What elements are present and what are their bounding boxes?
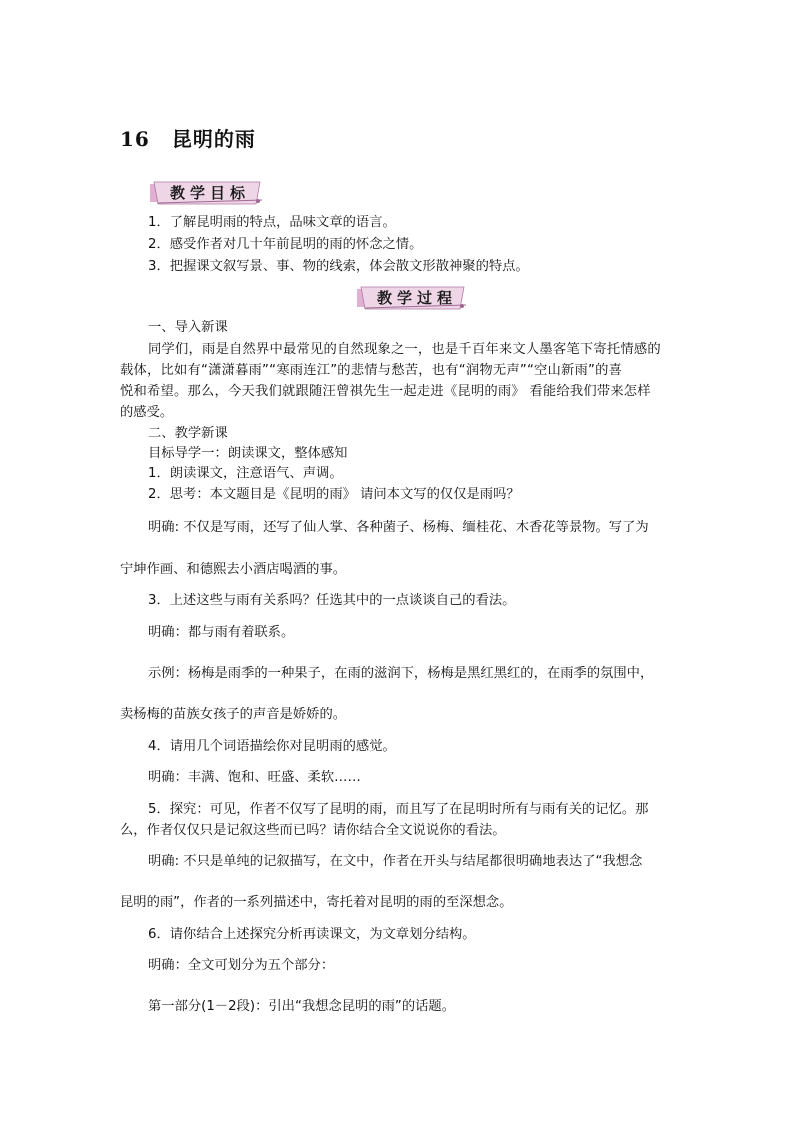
answer-4: 明确：丰满、饱和、旺盛、柔软……: [148, 770, 361, 785]
example-line-1: 示例：杨梅是雨季的一种果子，在雨的滋润下，杨梅是黑红黑红的，在雨季的氛围中，: [148, 666, 654, 681]
process-label: 教学过程: [377, 289, 458, 307]
goals-banner: [148, 180, 266, 206]
question-5-line-1: 5．探究：可见，作者不仅写了昆明的雨，而且写了在昆明时所有与雨有关的记忆。那: [148, 802, 649, 817]
intro-line-3: 悦和希望。那么，今天我们就跟随汪曾祺先生一起走进《昆明的雨》 看能给我们带来怎样: [120, 384, 651, 399]
intro-line-1: 同学们，雨是自然界中最常见的自然现象之一，也是千百年来文人墨客笔下寄托情感的: [148, 342, 661, 357]
question-3: 3．上述这些与雨有关系吗？任选其中的一点谈谈自己的看法。: [148, 593, 516, 608]
lesson-title-text: 昆明的雨: [171, 127, 256, 151]
question-1: 1．朗读课文，注意语气、声调。: [148, 466, 343, 481]
answer-3: 明确：都与雨有着联系。: [148, 625, 295, 640]
intro-line-2: 载体，比如有“潇潇暮雨”“寒雨连江”的悲情与愁苦，也有“润物无声”“空山新雨”的喜: [120, 363, 623, 378]
answer-2-line-2: 宁坤作画、和德熙去小酒店喝酒的事。: [120, 562, 347, 577]
intro-line-4: 的感受。: [120, 405, 174, 420]
example-line-2: 卖杨梅的苗族女孩子的声音是娇娇的。: [120, 707, 347, 722]
goal-3: 3．把握课文叙写景、事、物的线索，体会散文形散神聚的特点。: [148, 259, 529, 274]
process-banner: [355, 285, 470, 311]
answer-6: 明确：全文可划分为五个部分：: [148, 958, 335, 973]
question-5-line-2: 么，作者仅仅只是记叙这些而已吗？请你结合全文说说你的看法。: [120, 823, 506, 838]
goals-label: 教学目标: [170, 184, 251, 202]
goal-guide-1: 目标导学一：朗读课文，整体感知: [148, 446, 348, 461]
answer-2-line-1: 明确: 不仅是写雨，还写了仙人掌、各种菌子、杨梅、缅桂花、木香花等景物。写了为: [148, 520, 649, 535]
intro-heading: 一、导入新课: [148, 320, 228, 335]
goal-1: 1．了解昆明雨的特点，品味文章的语言。: [148, 215, 396, 230]
question-6: 6．请你结合上述探究分析再读课文，为文章划分结构。: [148, 927, 476, 942]
goal-2: 2．感受作者对几十年前昆明的雨的怀念之情。: [148, 237, 423, 252]
answer-5-line-1: 明确: 不只是单纯的记叙描写，在文中，作者在开头与结尾都很明确地表达了“我想念: [148, 854, 643, 869]
question-2: 2．思考：本文题目是《昆明的雨》 请问本文写的仅仅是雨吗？: [148, 487, 520, 502]
lesson-title: [120, 123, 256, 152]
question-4: 4．请用几个词语描绘你对昆明雨的感觉。: [148, 739, 396, 754]
new-lesson-heading: 二、教学新课: [148, 426, 228, 441]
lesson-number: 16: [120, 127, 150, 151]
part-1: 第一部分(1－2段)：引出“我想念昆明的雨”的话题。: [148, 999, 456, 1014]
answer-5-line-2: 昆明的雨”，作者的一系列描述中，寄托着对昆明的雨的至深想念。: [120, 895, 513, 910]
